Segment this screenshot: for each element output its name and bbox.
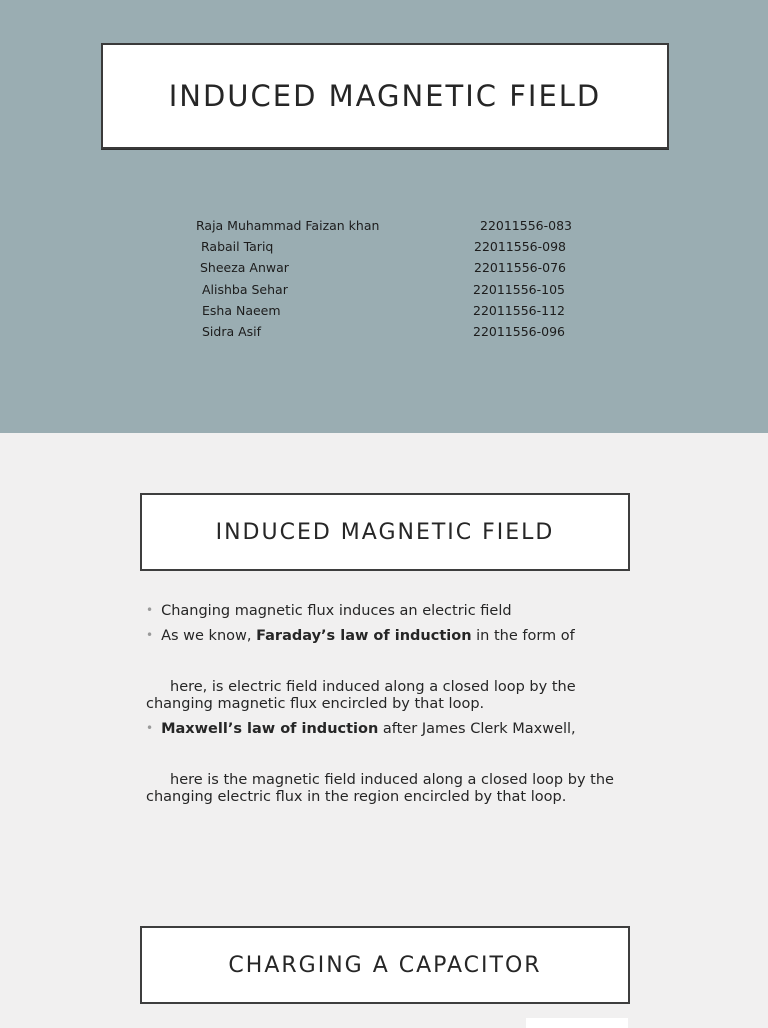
- bullet-text: Changing magnetic flux induces an electric field: [161, 603, 512, 619]
- content-slide: [0, 433, 768, 1024]
- member-row: [190, 282, 610, 303]
- member-id: 22011556-105: [473, 281, 565, 297]
- bullet-item: [146, 603, 512, 619]
- slide-title: INDUCED MAGNETIC FIELD: [215, 519, 555, 545]
- member-row: [190, 303, 610, 324]
- member-list: [190, 218, 610, 345]
- paragraph-line: changing electric flux in the region encircled by that loop.: [146, 789, 567, 805]
- member-id: 22011556-098: [474, 239, 566, 255]
- title-box: [140, 493, 630, 571]
- paragraph-line: changing magnetic flux encircled by that loop.: [146, 696, 485, 712]
- bullet-text: in the form of: [471, 628, 575, 644]
- slide-title: CHARGING A CAPACITOR: [228, 952, 542, 978]
- member-id: 22011556-096: [473, 323, 565, 339]
- image-fragment: [526, 1018, 628, 1028]
- bullet-icon: •: [146, 628, 154, 642]
- bullet-text: As we know,: [161, 628, 257, 644]
- paragraph: [146, 679, 626, 713]
- member-id: 22011556-112: [473, 302, 565, 318]
- bullet-bold-text: Faraday’s law of induction: [256, 628, 472, 644]
- title-box: [140, 926, 630, 1004]
- member-name: Sheeza Anwar: [200, 260, 289, 276]
- bullet-item: [146, 721, 576, 737]
- member-name: Esha Naeem: [202, 302, 281, 318]
- member-row: [190, 239, 610, 260]
- bullet-item: [146, 628, 575, 644]
- paragraph-line: here is the magnetic field induced along a closed loop by the: [170, 772, 614, 788]
- bullet-bold-text: Maxwell’s law of induction: [161, 721, 379, 737]
- slide-title: INDUCED MAGNETIC FIELD: [168, 79, 602, 113]
- title-slide: [0, 0, 768, 433]
- member-row: [190, 260, 610, 281]
- paragraph-line: here, is electric field induced along a closed loop by the: [170, 679, 576, 695]
- member-id: 22011556-076: [474, 260, 566, 276]
- title-box: [101, 43, 669, 149]
- member-row: [190, 324, 610, 345]
- bullet-text: after James Clerk Maxwell,: [378, 721, 576, 737]
- member-id: 22011556-083: [480, 218, 572, 233]
- member-name: Rabail Tariq: [201, 239, 274, 255]
- member-row: [190, 218, 610, 239]
- member-name: Alishba Sehar: [202, 281, 288, 297]
- paragraph: [146, 772, 626, 806]
- member-name: Sidra Asif: [202, 323, 262, 339]
- bullet-icon: •: [146, 603, 154, 617]
- bullet-icon: •: [146, 721, 154, 735]
- member-name: Raja Muhammad Faizan khan: [196, 218, 380, 233]
